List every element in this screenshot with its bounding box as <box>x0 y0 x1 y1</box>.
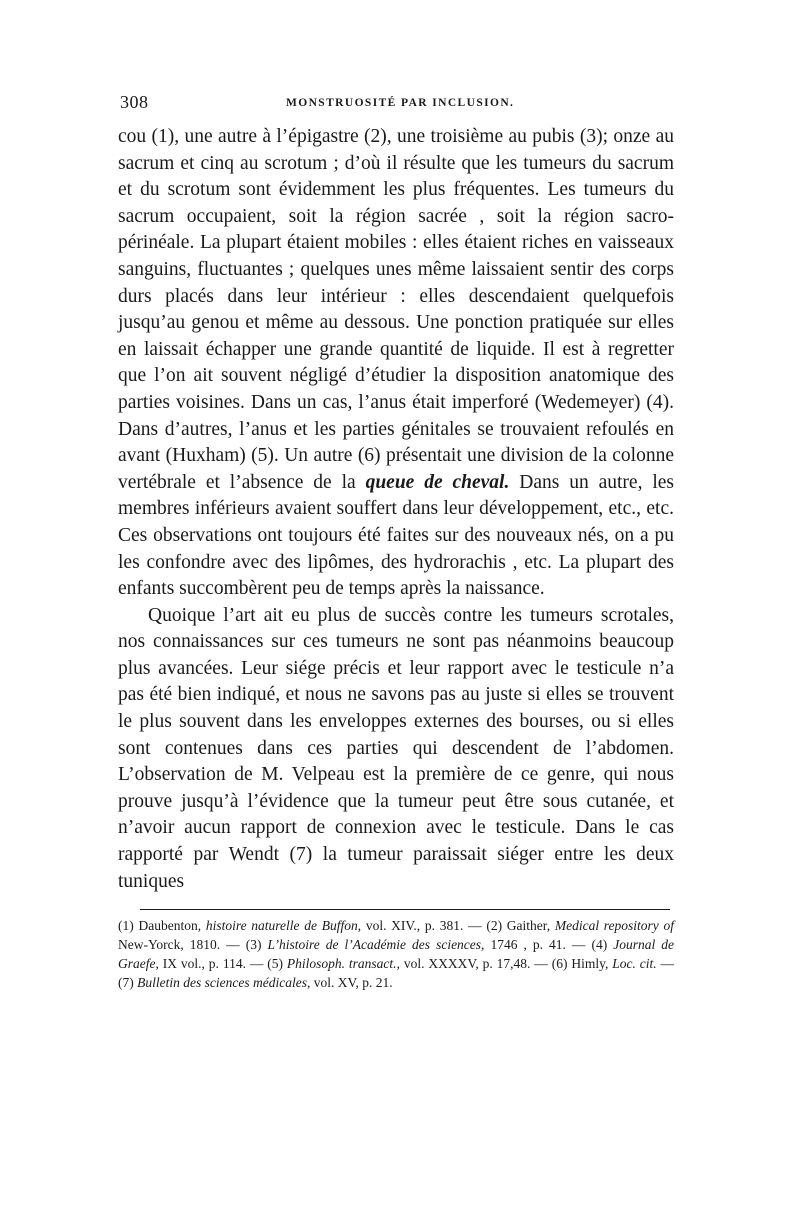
footnote-1-rest: , vol. XIV., p. 381. — <box>357 918 482 934</box>
running-title: MONSTRUOSITÉ PAR INCLUSION. <box>286 97 515 109</box>
footnote-6 <box>552 956 674 971</box>
footnote-7-rest: , vol. XV, p. 21. <box>306 975 393 991</box>
footnote-3-ref: (3) <box>245 937 262 953</box>
footnote-2-ref: (2) Gaither, <box>486 918 551 934</box>
footnote-4-rest: , IX vol., p. 114. — <box>155 956 264 972</box>
footnote-4-title: Journal de Graefe <box>118 937 675 972</box>
footnote-2-rest: New-Yorck, 1810. — <box>118 937 240 953</box>
footnotes <box>118 916 674 992</box>
footnote-1-title: histoire naturelle de Buffon <box>205 918 358 934</box>
footnote-5 <box>267 956 548 971</box>
footnote-1-ref: (1) Daubenton, <box>118 918 202 934</box>
footnote-6-rest: — <box>660 956 675 972</box>
body-text <box>118 124 674 895</box>
footnote-3-title: L’histoire de l’Académie des sciences <box>267 937 482 953</box>
running-head <box>118 92 674 120</box>
footnote-7 <box>118 975 393 990</box>
footnote-5-rest: , vol. XXXXV, p. 17,48. — <box>396 956 548 972</box>
paragraph-2: Quoique l’art ait eu plus de succès contre les tumeurs scrotales, nos connaissances sur ces tumeurs ne sont pas néanmoins beaucoup plus avancées. Leur siége précis et leur rapport avec le testicule n’a pas été bien indiqué, et nous ne savons pas au juste si elles se trouvent le plus souvent dans les enveloppes externes des bourses, ou si elles sont contenues dans ces parties qui descendent de l’abdomen. L’observation de M. Velpeau est la première de ce genre, qui nous prouve jusqu’à l’évidence que la tumeur peut être sous cutanée, et n’avoir aucun rapport de connexion avec le testicule. Dans le cas rapporté par Wendt (7) la tumeur paraissait siéger entre les deux tuniques <box>118 604 674 892</box>
footnote-6-ref: (6) Himly, <box>551 956 609 972</box>
paragraph-1-end-text: Dans un autre, les membres inférieurs avaient souffert dans leur développement, etc., etc. Ces observations ont toujours été faites sur des nouveaux nés, on a pu les confondre avec des lipômes, des hydrorachis , etc. La plupart des enfants succombèrent peu de temps après la naissance. <box>118 471 674 600</box>
footnote-7-title: Bulletin des sciences médicales <box>137 975 307 991</box>
footnote-2-title: Medical repository of <box>554 918 675 934</box>
book-page <box>118 92 674 992</box>
footnote-7-ref: (7) <box>118 975 134 991</box>
footnote-divider <box>140 909 670 910</box>
paragraph-1 <box>118 124 674 603</box>
footnote-1 <box>118 918 482 933</box>
footnote-5-title: Philosoph. transact. <box>286 956 397 972</box>
page-number: 308 <box>120 92 149 112</box>
footnote-6-title: Loc. cit. <box>612 956 657 972</box>
footnote-3-rest: , 1746 , p. 41. — <box>481 937 586 953</box>
footnote-5-ref: (5) <box>267 956 283 972</box>
footnote-4-ref: (4) <box>591 937 608 953</box>
italic-phrase: queue de cheval. <box>365 471 510 493</box>
paragraph-1-text: cou (1), une autre à l’épigastre (2), une troisième au pubis (3); onze au sacrum et cinq au scrotum ; d’où il résulte que les tumeurs du sacrum et du scrotum sont évidemment les plus fréquentes. Les tumeurs du sacrum occupaient, soit la région sacrée , soit la région sacro-périnéale. La plupart étaient mobiles : elles étaient riches en vaisseaux sanguins, fluctuantes ; quelques unes même laissaient sentir des corps durs placés dans leur intérieur : elles descendaient quelquefois jusqu’au genou et même au dessous. Une ponction pratiquée sur elles en laissait échapper une grande quantité de liquide. Il est à regretter que l’on ait souvent négligé d’étudier la disposition anatomique des parties voisines. Dans un cas, l’anus était imperforé (Wedemeyer) (4). Dans d’autres, l’anus et les parties génitales se trouvaient refoulés en avant (Huxham) (5). Un autre (6) présentait une division de la colonne vertébrale et l’absence de la <box>118 126 674 493</box>
footnote-3 <box>246 937 586 952</box>
